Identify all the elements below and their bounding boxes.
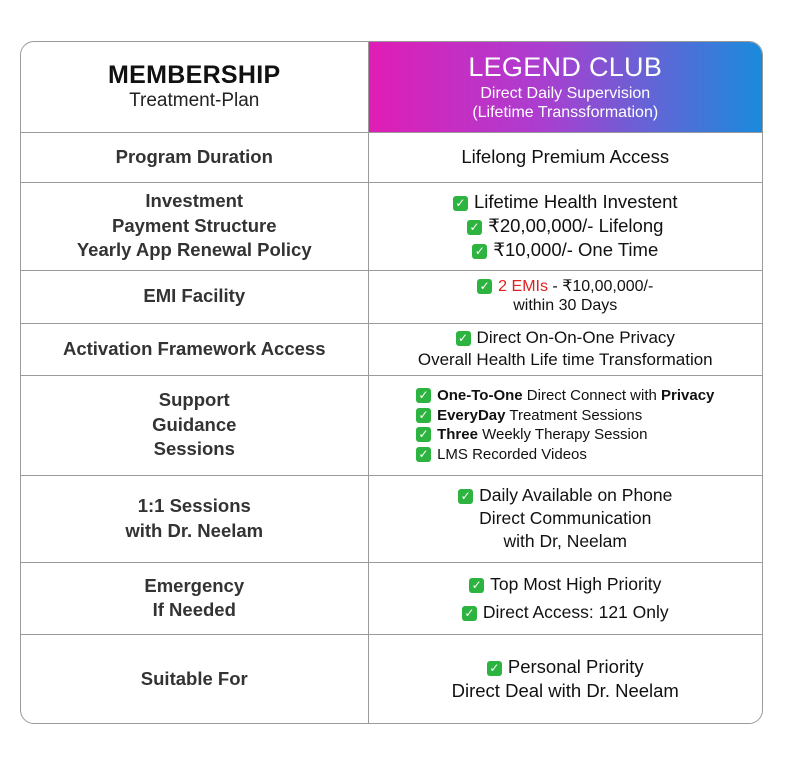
suitable-value-1: Personal Priority — [507, 655, 644, 677]
program-duration-label: Program Duration — [21, 132, 368, 182]
support-item: ✓ One-To-One Direct Connect with Privacy — [416, 386, 714, 406]
row-support — [21, 375, 762, 475]
row-emi — [21, 270, 762, 323]
row-emergency — [21, 562, 762, 634]
activation-value-cell — [368, 323, 762, 375]
renewal-policy-label: Yearly App Renewal Policy — [76, 239, 312, 261]
check-icon: ✓ — [469, 578, 484, 593]
sessions-label: Sessions — [153, 438, 235, 460]
treatment-plan-subtitle: Treatment-Plan — [129, 90, 260, 112]
activation-value-1: Direct On-On-One Privacy — [476, 327, 675, 347]
sessions-label-2: with Dr. Neelam — [125, 519, 264, 541]
support-item: ✓ Three Weekly Therapy Session — [416, 425, 714, 445]
check-icon: ✓ — [416, 427, 431, 442]
check-icon: ✓ — [416, 388, 431, 403]
sessions-value-3: with Dr, Neelam — [503, 530, 627, 551]
check-icon: ✓ — [458, 489, 473, 504]
emergency-value-2: Direct Access: 121 Only — [482, 602, 669, 622]
investment-label: Investment — [145, 190, 244, 212]
legend-club-sub1: Direct Daily Supervision — [480, 84, 651, 102]
support-label-cell — [21, 375, 368, 475]
emi-label: EMI Facility — [21, 270, 368, 323]
support-item: ✓ LMS Recorded Videos — [416, 445, 714, 465]
row-suitable — [21, 634, 762, 723]
activation-label: Activation Framework Access — [21, 323, 368, 375]
payment-structure-label: Payment Structure — [112, 214, 277, 236]
sessions-label-cell — [21, 475, 368, 562]
support-label: Support — [158, 389, 230, 411]
row-sessions — [21, 475, 762, 562]
check-icon: ✓ — [477, 279, 492, 294]
sessions-value-cell — [368, 475, 762, 562]
program-duration-value: Lifelong Premium Access — [368, 132, 762, 182]
check-icon: ✓ — [472, 244, 487, 259]
emi-within-days: within 30 Days — [513, 296, 618, 314]
investment-value-cell — [368, 182, 762, 270]
membership-title: MEMBERSHIP — [108, 61, 281, 90]
suitable-label: Suitable For — [21, 634, 368, 723]
membership-table-card — [20, 41, 763, 724]
check-icon: ✓ — [456, 331, 471, 346]
emergency-label-1: Emergency — [144, 574, 245, 596]
emergency-label-2: If Needed — [152, 599, 236, 620]
row-activation — [21, 323, 762, 375]
membership-table — [21, 42, 762, 723]
check-icon: ✓ — [416, 447, 431, 462]
check-icon: ✓ — [487, 661, 502, 676]
emergency-value-cell — [368, 562, 762, 634]
emi-value-cell — [368, 270, 762, 323]
check-icon: ✓ — [462, 606, 477, 621]
emi-amount: - ₹10,00,000/- — [547, 278, 654, 296]
suitable-value-cell — [368, 634, 762, 723]
support-list — [416, 386, 714, 464]
check-icon: ✓ — [467, 220, 482, 235]
check-icon: ✓ — [453, 196, 468, 211]
header-row — [21, 42, 762, 132]
suitable-value-2: Direct Deal with Dr. Neelam — [451, 679, 679, 701]
sessions-label-1: 1:1 Sessions — [137, 495, 251, 517]
support-value-cell — [368, 375, 762, 475]
legend-club-header — [368, 42, 762, 132]
header-left-cell — [21, 42, 368, 132]
investment-label-cell — [21, 182, 368, 270]
emi-highlight: 2 EMIs — [498, 278, 548, 296]
sessions-value-1: Daily Available on Phone — [479, 485, 673, 506]
legend-club-sub2: (Lifetime Transsformation) — [472, 103, 659, 121]
guidance-label: Guidance — [152, 413, 237, 435]
support-item: ✓ EveryDay Treatment Sessions — [416, 406, 714, 426]
emergency-value-1: Top Most High Priority — [490, 574, 662, 594]
payment-value: ₹20,00,000/- Lifelong — [488, 214, 664, 236]
row-program-duration — [21, 132, 762, 182]
sessions-value-2: Direct Communication — [479, 508, 652, 529]
legend-club-title: LEGEND CLUB — [468, 52, 663, 83]
renewal-value: ₹10,000/- One Time — [493, 239, 659, 261]
emergency-label-cell — [21, 562, 368, 634]
check-icon: ✓ — [416, 408, 431, 423]
row-investment — [21, 182, 762, 270]
activation-value-2: Overall Health Life time Transformation — [417, 350, 713, 369]
investment-value: Lifetime Health Investent — [473, 190, 678, 212]
